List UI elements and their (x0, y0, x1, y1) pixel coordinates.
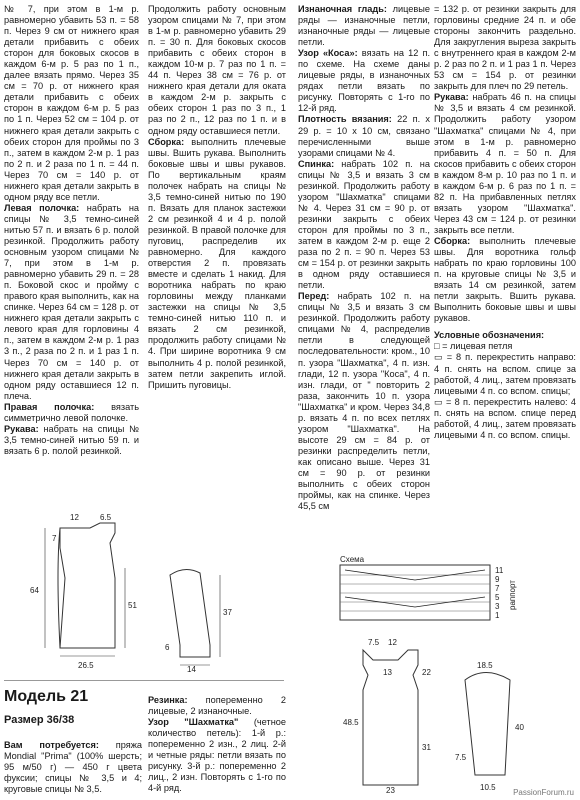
dim-h2: 51 (128, 601, 137, 610)
svg-text:31: 31 (422, 743, 431, 752)
neckline-instructions: = 132 р. от резинки закрыть для горловины средние 24 п. и обе стороны закончить раздельно. Для закругления выреза закрыть с внутреннего края в каждом 2-м р. 2 раз по 2 п. и 1 раз 1 п. Через 53 см = 154 р. от резинки закрыть для плеч по 29 петель. (434, 4, 576, 92)
assembly-21: Сборка: выполнить плечевые швы. Для воротника гольф набрать по краю горловины 100 п. на круговые спицы № 3,5 и вязать 14 см резинкой, затем петли закрыть. Вшить рукава. Выполнить боковые швы и швы рукавов. (434, 235, 576, 324)
svg-text:22: 22 (422, 668, 431, 677)
rib-and-check-patterns: Резинка: попеременно 2 лицевые, 2 изнаночные. Узор "Шахматка" (четное количество петель): 1-й р.: попеременно 2 изн., 2 лиц. 2-й и четные ряды: петли вязать по рисунку. 3-й р.: попеременно 2 лиц., 2 изн. Повторять с 1-го по 4-й ряд. (148, 695, 286, 793)
legend-item-3: ▭ = 8 п. перекрестить налево: 4 п. снять на вспом. спице перед работой, 4 лиц., затем провязать лицевыми 4 п. со вспом. спицы. (434, 396, 576, 440)
svg-text:40: 40 (515, 723, 524, 732)
back-21: Спинка: набрать 102 п. на спицы № 3,5 и вязать 3 см резинкой. Продолжить работу узором "Шахматка" спицами № 4. Через 31 см = 90 р. от резинки закрыть с обеих сторон для проймы по 3 п., затем в каждом 2-м р. еще 2 раза по 2 п. = 90 п. Через 53 см = 154 р. от резинки закрыть в одном ряду оставшиеся петли. (298, 158, 430, 291)
svg-text:13: 13 (383, 668, 392, 677)
dim-h3: 7 (52, 534, 57, 543)
legend-item-1: □ = лицевая петля (434, 341, 513, 352)
sleeve-continuation: Продолжить работу основным узором спицами № 7, при этом в 1-м р. равномерно убавить 29 п. = 30 п. Для боковых скосов прибавить с обеих сторон в каждом 10-м р. 7 раз по 1 п. = 44 п. Через 38 см = 76 р. от нижнего края детали для оката в каждом 2-м р. закрыть с обеих сторон 1 раз по 3 п., 1 раз по 2 п., 12 раз по 1 п. и в одном ряду оставшиеся петли. (148, 4, 286, 136)
svg-text:18.5: 18.5 (477, 661, 493, 670)
svg-text:11: 11 (495, 566, 504, 575)
text-column-3 (298, 4, 430, 512)
back-instructions: № 7, при этом в 1-м р. равномерно убавить 53 п. = 58 п. Через 9 см от нижнего края детали прибавить с обеих сторон для боковых скосов в каждом 6-м р. 5 раз по 1 п., далее вязать прямо. Через 35 см = 70 р. от нижнего края детали прибавить с обеих сторон в каждом 6-м р. 5 раз по 1 п. Через 52 см = 104 р. от нижнего края детали закрыть с обеих сторон для проймы по 3 п., затем в каждом 2-м р. 1 раз по 2 п. и 2 раза по 1 п. = 44 п. Через 70 см = 140 р. от нижнего края детали закрыть в одном ряду все петли. (4, 4, 139, 202)
pattern-diagram-sleeve-1 (165, 565, 245, 675)
legend-title: Условные обозначения: (434, 330, 545, 341)
svg-text:48.5: 48.5 (343, 718, 359, 727)
front-21: Перед: набрать 102 п. на спицы № 3,5 и вязать 3 см резинкой. Продолжить работу спицами № 4, распределив петли в следующей последовательности: кром., 10 п. узора "Шахматка", 4 п. изн. глади, 12 п. узора "Коса", 4 п. изн. глади, от " повторить 2 раза, закончить 10 п. узора "Шахматка" и кром. Через 34,8 р. вязать 4 п. по всех петлях узором "Шахматка". На высоте 29 см = 84 р. от резинки распределить петли, как описано выше. Через 31 см = 90 р. от резинки выполнить с обеих сторон проймы, как на спинке. Через 45,5 см (298, 291, 430, 512)
watermark: PassionForum.ru (513, 788, 574, 797)
sleeve-w: 14 (187, 665, 196, 674)
legend-item-2: ▭ = 8 п. перекрестить направо: 4 п. снять на вспом. спице за работой, 4 лиц., затем провязать лицевыми 4 п. со вспом. спицы; (434, 352, 576, 396)
dim-top: 12 (70, 513, 79, 522)
gauge: Плотность вязания: 22 п. х 29 р. = 10 х 10 см, связано перечисленными выше узорами спицами № 4. (298, 114, 430, 158)
model-title: Модель 21 (4, 688, 89, 705)
svg-text:7: 7 (495, 584, 500, 593)
pattern-diagram-body-2 (338, 635, 448, 795)
reverse-stockinette: Изнаночная гладь: лицевые ряды — изнаночные петли, изнаночные ряды — лицевые петли. (298, 4, 430, 48)
section-divider (4, 680, 284, 681)
right-front-instructions: Правая полочка: вязать симметрично левой полочке. (4, 401, 139, 423)
dim-top2: 6.5 (100, 513, 112, 522)
sleeve-outline (170, 569, 210, 657)
svg-text:7.5: 7.5 (455, 753, 467, 762)
svg-text:10.5: 10.5 (480, 783, 496, 792)
svg-text:5: 5 (495, 593, 500, 602)
scheme-label: Схема (340, 555, 365, 564)
cable-pattern: Узор «Коса»: вязать на 12 п. по схеме. На схеме даны лицевые ряды, в изнаночных рядах петли вязать по рисунку. Повторять с 1-го по 12-й ряд. (298, 48, 430, 114)
sleeves-instructions: Рукава: набрать на спицы № 3,5 темно-синей нитью 59 п. и вязать 6 р. полой резинкой. (4, 423, 139, 456)
svg-text:раппорт: раппорт (508, 580, 517, 610)
pattern-diagram-body (20, 508, 140, 673)
assembly-instructions: Сборка: выполнить плечевые швы. Вшить рукава. Выполнить боковые швы и швы рукавов. По вертикальным краям полочек набрать на спицы № 3,5 темно-синей нитью по 190 п. Вязать для планок застежки 2 см резинкой 4 и 4 р. полой резинкой. В правой полочке для пуговиц, распределив их равномерно. Для каждого отверстия 2 п. провязать вместе и сделать 1 накид. Для воротника набрать по краю горловины между планками застежки на спицы № 3,5 темно-синей нитью 110 п. и вязать 2 см резинкой, продолжить работу спицами № 4. При ширине воротника 9 см выполнить 4 р. полой резинкой, затем петли закрепить иглой. Пришить пуговицы. (148, 136, 286, 390)
svg-text:7.5: 7.5 (368, 638, 380, 647)
svg-text:3: 3 (495, 602, 500, 611)
left-front-instructions: Левая полочка: набрать на спицы № 3,5 темно-синей нитью 57 п. и вязать 6 р. полой резинкой. Продолжить работу основным узором спицами № 7, при этом в 1-м р. равномерно убавить 29 п. = 28 п. Боковой скос и пройму с правого края выполнить, как на спинке. Через 64 см = 128 р. от нижнего края детали закрыть с левого края для горловины 4 п., затем в каждом 2-м р. 1 раз 3 п., 2 раза по 2 п. и 1 раз 1 п. Через 70 см = 140 р. от нижнего края детали закрыть в одном ряду оставшиеся 12 п. плеча. (4, 202, 139, 401)
text-column-1 (4, 4, 139, 457)
text-column-4 (434, 4, 576, 441)
pattern-diagram-sleeve-2 (455, 660, 555, 795)
svg-text:23: 23 (386, 786, 395, 795)
cable-scheme (340, 565, 520, 625)
sleeve-h2: 6 (165, 643, 170, 652)
svg-text:1: 1 (495, 611, 500, 620)
svg-text:12: 12 (388, 638, 397, 647)
size-label: Размер 36/38 (4, 714, 75, 726)
dim-h1: 64 (30, 586, 39, 595)
materials: Вам потребуется: пряжа Mondial "Prima" (100% шерсть; 95 м/50 г) — 450 г цвета фуксии; спицы № 3,5 и 4; круговые спицы № 3,5. (4, 740, 142, 794)
text-column-2 (148, 4, 286, 391)
sleeve-outline-2 (465, 673, 510, 776)
svg-text:9: 9 (495, 575, 500, 584)
body-outline (60, 523, 115, 648)
dim-width: 26.5 (78, 661, 94, 670)
sleeve-h: 37 (223, 608, 232, 617)
sleeves-21: Рукава: набрать 46 п. на спицы № 3,5 и вязать 4 см резинкой. Продолжить работу узором "Шахматка" спицами № 4, при этом в 1-м р. равномерно прибавить 4 п. = 50 п. Для скосов прибавить с обеих сторон в каждом 8-м р. 10 раз по 1 п. и в каждом 6-м р. 6 раз по 1 п. = 82 п. На прибавленных петлях вязать узором "Шахматка". Через 43 см = 124 р. от резинки закрыть все петли. (434, 92, 576, 235)
